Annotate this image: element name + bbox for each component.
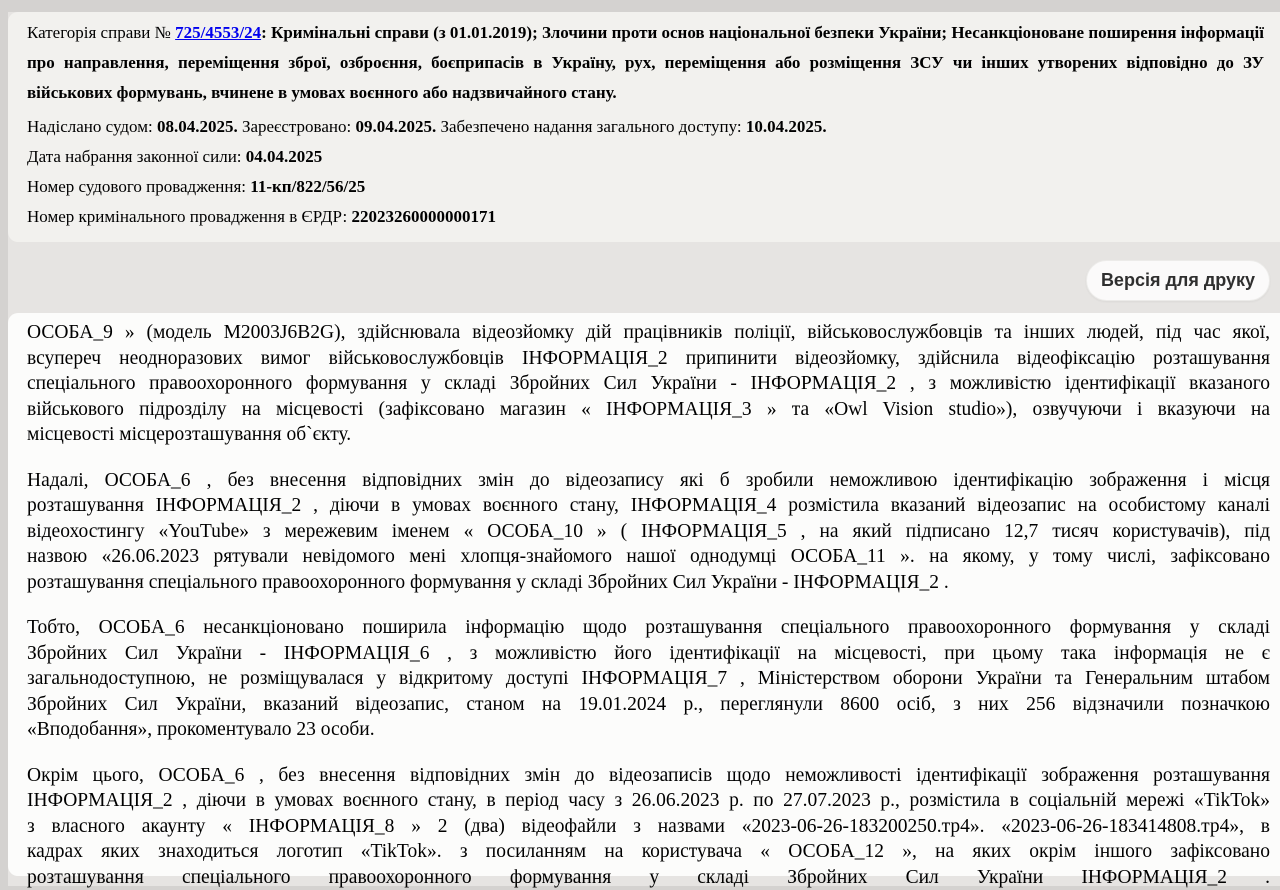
registered-date: 09.04.2025. xyxy=(355,117,436,136)
meta-legal-force-line xyxy=(27,142,1264,172)
sent-date: 08.04.2025. xyxy=(157,117,238,136)
text-line: відеохостингу «YouTube» з мережевим іменем « ОСОБА_10 » ( ІНФОРМАЦІЯ_5 , на який підписано 12,7 тисяч користувачів), під xyxy=(27,519,1270,545)
case-header-panel xyxy=(8,12,1280,242)
text-line: військового підрозділу на місцевості (зафіксовано магазин « ІНФОРМАЦІЯ_3 » та «Owl Vision studio»), озвучуючи і вказуючи на xyxy=(27,397,1270,423)
access-label: Забезпечено надання загального доступу: xyxy=(440,117,741,136)
access-date: 10.04.2025. xyxy=(746,117,827,136)
text-line: спеціального правоохоронного формування у складі Збройних Сил України - ІНФОРМАЦІЯ_2 , з можливістю ідентифікації вказаного xyxy=(27,371,1270,397)
legal-force-date: 04.04.2025 xyxy=(246,147,323,166)
text-line: ІНФОРМАЦІЯ_2 , діючи в умовах воєнного стану, в період часу з 26.06.2023 р. по 27.07.2023 р., розмістила в соціальній мережі «TikTok» xyxy=(27,788,1270,814)
text-line: кадрах яких знаходиться логотип «TikTok». з посиланням на користувача « ОСОБА_12 », на яких окрім іншого зафіксовано xyxy=(27,839,1270,865)
text-line: всупереч неодноразових вимог військовослужбовців ІНФОРМАЦІЯ_2 припинити відеозйомку, здійснила відеофіксацію розташування xyxy=(27,346,1270,372)
decision-text-panel xyxy=(8,313,1280,876)
case-number-link[interactable]: 725/4553/24 xyxy=(175,23,261,42)
legal-force-label: Дата набрання законної сили: xyxy=(27,147,242,166)
category-text: : Кримінальні справи (з 01.01.2019); Злочини проти основ національної безпеки України; Несанкціоноване поширення інформації про направлення, переміщення зброї, озброєння, боєприпасів в Україну, рух, переміщення або розміщення ЗСУ чи інших утворених відповідно до ЗУ військових формувань, вчинене в умовах воєнного або надзвичайного стану. xyxy=(27,23,1264,102)
print-version-button[interactable]: Версія для друку xyxy=(1086,260,1270,301)
text-line: Тобто, ОСОБА_6 несанкціоновано поширила інформацію щодо розташування спеціального правоохоронного формування у складі xyxy=(27,615,1270,641)
text-line: Збройних Сил України - ІНФОРМАЦІЯ_6 , з можливістю його ідентифікації на місцевості, при цьому така інформація не є xyxy=(27,641,1270,667)
document-paragraph xyxy=(27,468,1270,596)
text-line: з власного акаунту « ІНФОРМАЦІЯ_8 » 2 (два) відеофайли з назвами «2023-06-26-183200250.тр4». «2023-06-26-183414808.тр4», в xyxy=(27,814,1270,840)
case-category-line xyxy=(27,18,1264,108)
text-line: загальнодоступною, не розміщувалася у відкритому доступі ІНФОРМАЦІЯ_7 , Міністерством оборони України та Генеральним штабом xyxy=(27,666,1270,692)
text-line: ОСОБА_9 » (модель M2003J6B2G), здійснювала відеозйомку дій працівників поліції, військовослужбовців та інших людей, під час якої, xyxy=(27,320,1270,346)
text-line: Збройних Сил України, вказаний відеозапис, станом на 19.01.2024 р., переглянули 8600 осіб, з них 256 відзначили позначкою xyxy=(27,692,1270,718)
meta-criminal-proceeding-line xyxy=(27,202,1264,232)
court-proceeding-label: Номер судового провадження: xyxy=(27,177,246,196)
text-line: розташування спеціального правоохоронного формування у складі Збройних Сил України - ІНФОРМАЦІЯ_2 . xyxy=(27,570,1270,596)
text-line: розташування спеціального правоохоронного формування у складі Збройних Сил України ІНФОРМАЦІЯ_2 . xyxy=(27,865,1270,890)
document-paragraph xyxy=(27,763,1270,890)
sent-label: Надіслано судом: xyxy=(27,117,153,136)
document-paragraph xyxy=(27,615,1270,743)
text-line: розташування ІНФОРМАЦІЯ_2 , діючи в умовах воєнного стану, ІНФОРМАЦІЯ_4 розмістила вказаний відеозапис на особистому каналі xyxy=(27,493,1270,519)
criminal-proceeding-label: Номер кримінального провадження в ЄРДР: xyxy=(27,207,347,226)
category-label: Категорія справи № xyxy=(27,23,171,42)
text-line: Окрім цього, ОСОБА_6 , без внесення відповідних змін до відеозаписів щодо неможливості ідентифікації зображення розташування xyxy=(27,763,1270,789)
meta-court-proceeding-line xyxy=(27,172,1264,202)
text-line: місцевості місцерозташування об`єкту. xyxy=(27,422,1270,448)
text-line: Надалі, ОСОБА_6 , без внесення відповідних змін до відеозапису які б зробили неможливою ідентифікацію зображення і місця xyxy=(27,468,1270,494)
court-proceeding-number: 11-кп/822/56/25 xyxy=(250,177,365,196)
registered-label: Зареєстровано: xyxy=(242,117,351,136)
criminal-proceeding-number: 22023260000000171 xyxy=(352,207,497,226)
document-paragraph xyxy=(27,320,1270,448)
meta-dates-line xyxy=(27,112,1264,142)
text-line: назвою «26.06.2023 рятували невідомого мені хлопця-знайомого нашої однодумці ОСОБА_11 ». на якому, у тому числі, зафіксовано xyxy=(27,544,1270,570)
text-line: «Вподобання», прокоментувало 23 особи. xyxy=(27,717,1270,743)
